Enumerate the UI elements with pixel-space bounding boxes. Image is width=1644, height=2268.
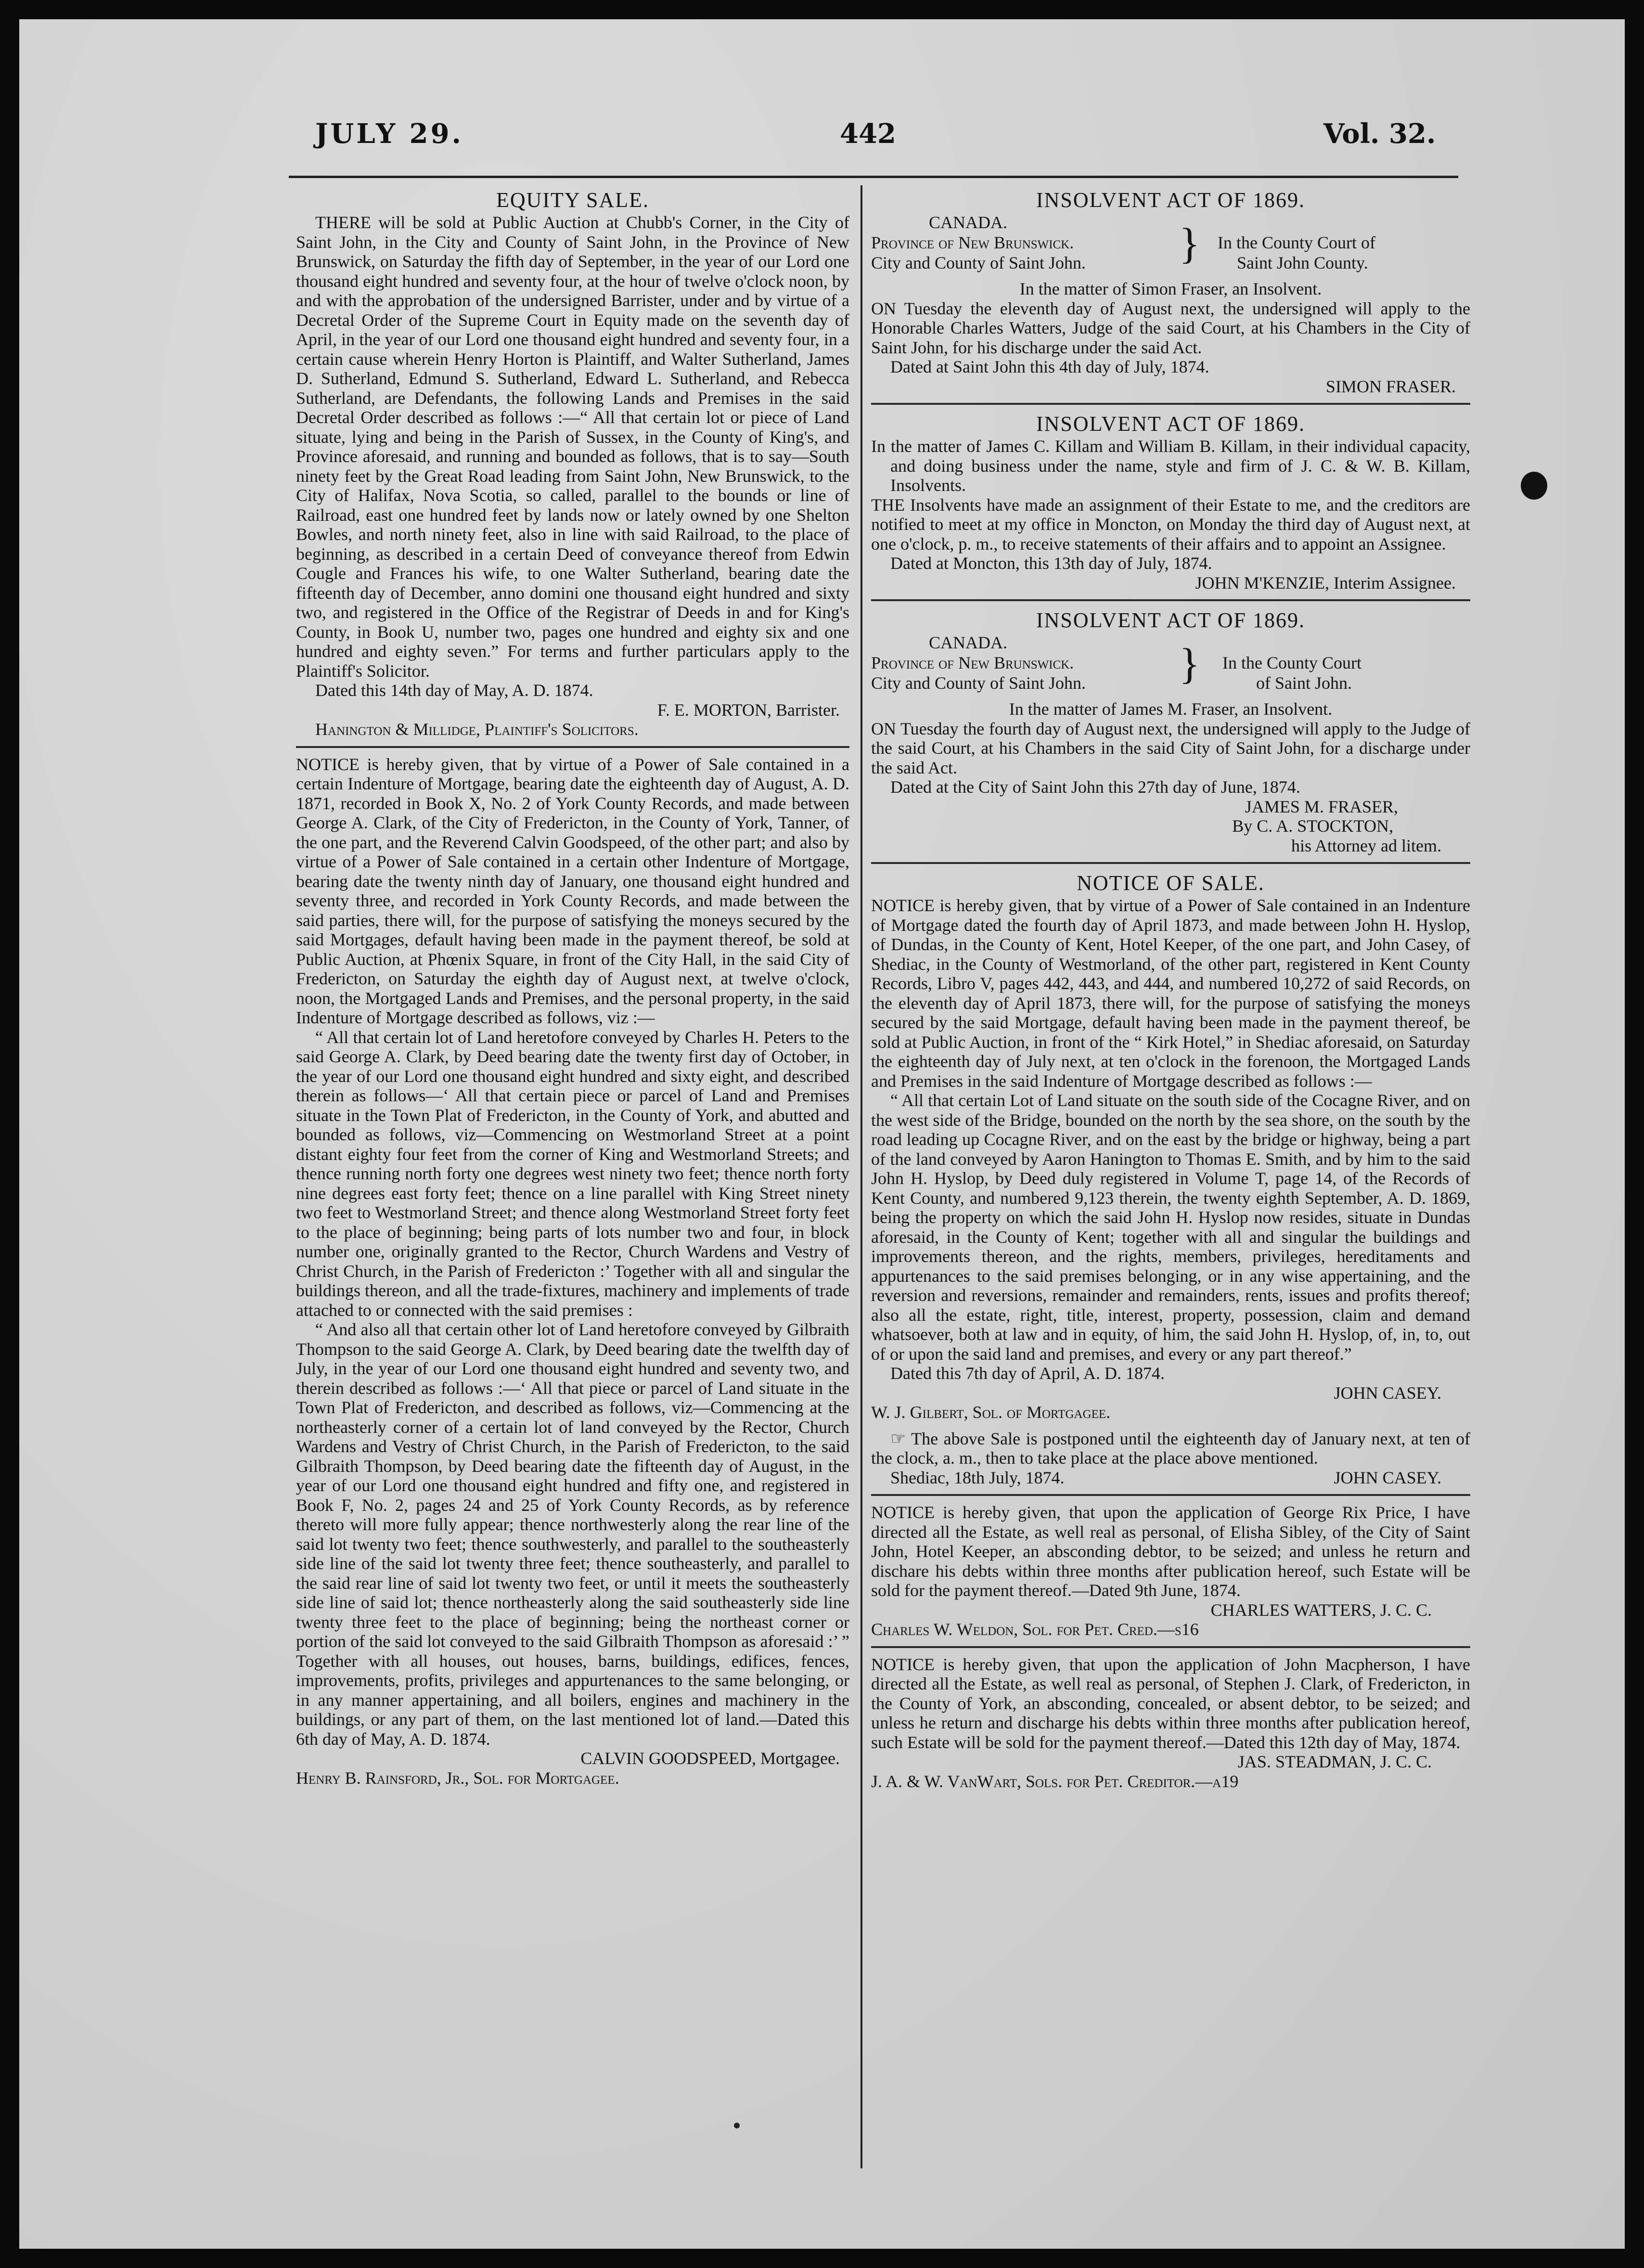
sibley-solicitor: Charles W. Weldon, Sol. for Pet. Cred.—s16 xyxy=(871,1620,1199,1639)
james-fraser-body: ON Tuesday the fourth day of August next, the undersigned will apply to the Judge of the said Court, at his Chambers in the said City of Saint John, for a discharge under the said Act. xyxy=(871,719,1470,777)
clark-solicitor: J. A. & W. VanWart, Sols. for Pet. Creditor.—a19 xyxy=(871,1771,1239,1791)
goodspeed-signer: CALVIN GOODSPEED, Mortgagee. xyxy=(580,1749,840,1768)
equity-sale-title: EQUITY SALE. xyxy=(496,188,650,212)
killam-dated: Dated at Moncton, this 13th day of July, 1874. xyxy=(890,554,1212,573)
killam-insolvent-notice xyxy=(871,412,1470,593)
equity-sale-dated: Dated this 14th day of May, A. D. 1874. xyxy=(315,681,593,700)
simon-fraser-matter: In the matter of Simon Fraser, an Insolvent. xyxy=(1019,279,1322,298)
simon-fraser-insolvent-notice xyxy=(871,188,1470,396)
james-fraser-court-1: In the County Court xyxy=(1222,653,1361,672)
ink-dot xyxy=(734,2123,740,2128)
casey-postponed-signer: JOHN CASEY. xyxy=(1334,1468,1441,1487)
brace-glyph: } xyxy=(1179,640,1200,688)
simon-fraser-body: ON Tuesday the eleventh day of August next, the undersigned will apply to the Honorable Charles Watters, Judge of the said Court, at his Chambers in the City of Saint John, for his discharge under the said Act. xyxy=(871,298,1470,357)
header-rule xyxy=(289,176,1458,178)
killam-title: INSOLVENT ACT OF 1869. xyxy=(1036,412,1306,436)
simon-fraser-county: City and County of Saint John. xyxy=(871,253,1086,272)
goodspeed-solicitor: Henry B. Rainsford, Jr., Sol. for Mortgagee. xyxy=(296,1768,619,1788)
casey-body-1: NOTICE is hereby given, that by virtue of a Power of Sale contained in an Indenture of Mortgage dated the fourth day of April 1873, and made between John H. Hyslop, of Dundas, in the County of Kent, Hotel Keeper, of the one part, and John Casey, of Shediac, in the County of Westmorland, of the other part, registered in Kent County Records, Libro V, pages 442, 443, and 444, and numbered 10,272 of said Records, on the eleventh day of April 1873, there will, for the purpose of satisfying the moneys secured by the said Mortgage, default having been made in the payment thereof, be sold at Public Auction, in front of the “ Kirk Hotel,” in Shediac aforesaid, on Saturday the eighteenth day of July next, at ten o'clock in the forenoon, the Mortgaged Lands and Premises in the said Indenture of Mortgage described as follows :— xyxy=(871,896,1470,1091)
casey-body-2: “ All that certain Lot of Land situate on the south side of the Cocagne River, and on the west side of the Bridge, bounded on the north by the sea shore, on the south by the road leading up Cocagne River, and on the east by the bridge or highway, being a part of the land conveyed by Aaron Hanington to Thomas E. Smith, and by him to the said John H. Hyslop, by Deed duly registered in Volume T, page 14, of the Records of Kent County, and numbered 9,123 therein, the twenty eighth September, A. D. 1869, being the property on which the said John H. Hyslop now resides, situate in Dundas aforesaid, in the County of Kent; together with all and singular the buildings and improvements thereon, and the rights, members, privileges, hereditaments and appurtenances to the said premises belonging, or in any wise appertaining, and the reversion and reversions, remainder and remainders, rents, issues and profits thereof; also all the estate, right, title, interest, property, possession, claim and demand whatsoever, both at law and in equity, of him, the said John H. Hyslop, of, in, to, out of or upon the said land and premises, and every or any part thereof.” xyxy=(871,1091,1470,1364)
simon-fraser-court-block xyxy=(871,213,1470,279)
simon-fraser-province: Province of New Brunswick. xyxy=(871,233,1074,252)
notice-separator xyxy=(871,862,1470,864)
james-fraser-canada: CANADA. xyxy=(929,633,1008,652)
sibley-absconding-notice xyxy=(871,1503,1470,1639)
sibley-signer: CHARLES WATTERS, J. C. C. xyxy=(1210,1600,1432,1620)
equity-sale-signer: F. E. MORTON, Barrister. xyxy=(657,700,840,720)
james-fraser-province: Province of New Brunswick. xyxy=(871,653,1074,672)
simon-fraser-signer: SIMON FRASER. xyxy=(1325,376,1456,396)
james-fraser-court-block xyxy=(871,633,1470,699)
killam-signer: JOHN M'KENZIE, Interim Assignee. xyxy=(1195,573,1456,593)
equity-sale-notice xyxy=(296,188,849,739)
notice-separator xyxy=(871,1494,1470,1496)
casey-signer: JOHN CASEY. xyxy=(1334,1383,1441,1403)
killam-matter: In the matter of James C. Killam and William B. Killam, in their individual capacity, and doing business under the name, style and firm of J. C. & W. B. Killam, Insolvents. xyxy=(871,437,1470,495)
notice-separator xyxy=(871,599,1470,601)
casey-postponed-dated xyxy=(871,1468,1470,1488)
james-fraser-matter: In the matter of James M. Fraser, an Insolvent. xyxy=(1009,699,1333,719)
header-page-number: 442 xyxy=(840,118,896,150)
brace-glyph: } xyxy=(1179,220,1200,268)
james-fraser-insolvent-notice xyxy=(871,608,1470,855)
james-fraser-signer-1: JAMES M. FRASER, xyxy=(1245,797,1398,816)
killam-body: THE Insolvents have made an assignment of their Estate to me, and the creditors are notified to meet at my office in Moncton, on Monday the third day of August next, at one o'clock, p. m., to receive statements of their affairs and to appoint an Assignee. xyxy=(871,495,1470,554)
james-fraser-title: INSOLVENT ACT OF 1869. xyxy=(1036,608,1306,632)
header-date: JULY 29. xyxy=(315,118,464,150)
simon-fraser-title: INSOLVENT ACT OF 1869. xyxy=(1036,188,1306,212)
simon-fraser-court-2: Saint John County. xyxy=(1237,253,1368,272)
clark-absconding-notice xyxy=(871,1655,1470,1791)
casey-notice-of-sale xyxy=(871,871,1470,1487)
equity-sale-body: THERE will be sold at Public Auction at Chubb's Corner, in the City of Saint John, in the City and County of Saint John, in the Province of New Brunswick, on Saturday the fifth day of September, in the year of our Lord one thousand eight hundred and seventy four, at the hour of twelve o'clock noon, by and with the approbation of the undersigned Barrister, under and by virtue of a Decretal Order of the Supreme Court in Equity made on the seventh day of April, in the year of our Lord one thousand eight hundred and seventy four, in a certain cause wherein Henry Horton is Plaintiff, and Walter Sutherland, James D. Sutherland, Edmund S. Sutherland, Edward L. Sutherland, and Rebecca Sutherland, are Defendants, the following Lands and Premises in the said Decretal Order described as follows :—“ All that certain lot or piece of Land situate, lying and being in the Parish of Sussex, in the County of King's, and Province aforesaid, and running and bounded as follows, that is to say—South ninety feet by the Great Road leading from Saint John, New Brunswick, to the City of Halifax, Nova Scotia, so called, parallel to the bounds or line of Railroad, east one hundred feet by lands now or lately owned by one Shelton Bowles, and north ninety feet, also in line with said Railroad, to the place of beginning, as described in a certain Deed of conveyance thereof from Edwin Cougle and Frances his wife, to one Walter Sutherland, bearing date the fifteenth day of December, anno domini one thousand eight hundred and sixty two, and registered in the Office of the Registrar of Deeds in and for King's County, in Book U, number two, pages one hundred and eighty six and one hundred and eighty seven.” For terms and further particulars apply to the Plaintiff's Solicitor. xyxy=(296,213,849,681)
equity-sale-solicitors: Hanington & Millidge, Plaintiff's Solicitors. xyxy=(315,720,639,739)
clark-body: NOTICE is hereby given, that upon the application of John Macpherson, I have directed all the Estate, as well real as personal, of Stephen J. Clark, of Fredericton, in the County of York, an absconding, concealed, or absent debtor, to be seized; and unless he return and discharge his debts within three months after publication hereof, such Estate will be sold for the payment thereof.—Dated this 12th day of May, 1874. xyxy=(871,1654,1470,1752)
notice-separator xyxy=(871,403,1470,405)
clark-signer: JAS. STEADMAN, J. C. C. xyxy=(1237,1752,1432,1771)
simon-fraser-court-1: In the County Court of xyxy=(1218,233,1375,252)
goodspeed-notice-body-2: “ All that certain lot of Land heretofore conveyed by Charles H. Peters to the said George A. Clark, by Deed bearing date the twenty first day of October, in the year of our Lord one thousand eight hundred and sixty eight, and described therein as follows—‘ All that certain piece or parcel of Land and Premises situate in the Town Plat of Fredericton, in the County of York, and abutted and bounded as follows, viz—Commencing on Westmorland Street at a point distant eighty four feet from the corner of King and Westmorland Streets; and thence running north forty one degrees west ninety two feet; thence north forty nine degrees east forty feet; thence on a line parallel with King Street ninety two feet to Westmorland Street; and thence along Westmorland Street forty feet to the place of beginning; being parts of lots number two and four, in block number one, originally granted to the Rector, Church Wardens and Vestry of Christ Church, in the Parish of Fredericton :’ Together with all and singular the buildings thereon, and all the trade-fixtures, machinery and implements of trade attached to or connected with the said premises : xyxy=(296,1027,849,1320)
pointing-hand-icon: ☞ xyxy=(890,1429,906,1448)
james-fraser-county: City and County of Saint John. xyxy=(871,673,1086,693)
casey-postponed-text: The above Sale is postponed until the eighteenth day of January next, at ten of the clock, a. m., then to take place at the place above mentioned. xyxy=(871,1429,1471,1468)
james-fraser-dated: Dated at the City of Saint John this 27th day of June, 1874. xyxy=(890,777,1300,797)
newspaper-page xyxy=(19,19,1625,2249)
simon-fraser-dated: Dated at Saint John this 4th day of July, 1874. xyxy=(890,357,1209,376)
notice-separator xyxy=(296,746,849,748)
james-fraser-signer-2: By C. A. STOCKTON, xyxy=(1232,816,1393,836)
casey-postponed-dated-text: Shediac, 18th July, 1874. xyxy=(890,1468,1065,1487)
casey-solicitor: W. J. Gilbert, Sol. of Mortgagee. xyxy=(871,1403,1111,1422)
james-fraser-court-2: of Saint John. xyxy=(1256,673,1352,693)
notice-separator xyxy=(871,1646,1470,1648)
goodspeed-notice-body-3: “ And also all that certain other lot of Land heretofore conveyed by Gilbraith Thompson to the said George A. Clark, by Deed bearing date the twelfth day of July, in the year of our Lord one thousand eight hundred and seventy two, and therein described as follows :—‘ All that piece or parcel of Land situate in the Town Plat of Fredericton, and described as follows, viz—Commencing at the northeasterly corner of a certain lot of land conveyed by the Rector, Church Wardens and Vestry of Christ Church, in the Parish of Fredericton, to the said Gilbraith Thompson, by Deed bearing date the fifteenth day of August, in the year of our Lord one thousand eight hundred and fifty one, and registered in Book F, No. 2, pages 24 and 25 of York County Records, as by reference thereto will more fully appear; thence northwesterly along the rear line of the said lot twenty two feet; thence southwesterly, and parallel to the southeasterly side line of the said lot twenty three feet; thence southeasterly, and parallel to the said rear line of said lot twenty two feet, or until it meets the southeasterly side line of said lot; thence northeasterly along the said southeasterly side line twenty three feet to the place of beginning; being the northeast corner or portion of the said lot conveyed to the said Gilbraith Thompson as aforesaid :’ ” Together with all houses, out houses, barns, buildings, edifices, fences, improvements, profits, privileges and appurtenances to the same belonging, or in any manner appertaining, and all boilers, engines and machinery in the buildings, or any part of them, on the last mentioned lot of land.—Dated this 6th day of May, A. D. 1874. xyxy=(296,1320,849,1749)
ink-blot xyxy=(1521,472,1547,500)
goodspeed-notice-body-1: NOTICE is hereby given, that by virtue of a Power of Sale contained in a certain Indenture of Mortgage, bearing date the eighteenth day of August, A. D. 1871, recorded in Book X, No. 2 of York County Records, and made between George A. Clark, of the City of Fredericton, in the County of York, Tanner, of the one part, and the Reverend Calvin Goodspeed, of the other part; and also by virtue of a Power of Sale contained in a certain other Indenture of Mortgage, bearing date the twenty ninth day of January, one thousand eight hundred and seventy three, and recorded in York County Records, and made between the said parties, there will, for the purpose of satisfying the moneys secured by the said Mortgages, default having been made in the payment thereof, be sold at Public Auction, at Phœnix Square, in front of the City Hall, in the said City of Fredericton, on Saturday the eighth day of August next, at twelve o'clock, noon, the Mortgaged Lands and Premises, and the personal property, in the said Indenture of Mortgage described as follows, viz :— xyxy=(296,754,849,1027)
right-column xyxy=(871,188,1470,1791)
casey-title: NOTICE OF SALE. xyxy=(1077,871,1265,895)
left-column xyxy=(296,188,849,1788)
casey-dated: Dated this 7th day of April, A. D. 1874. xyxy=(890,1364,1165,1383)
sibley-body: NOTICE is hereby given, that upon the application of George Rix Price, I have directed all the Estate, as well real as personal, of Elisha Sibley, of the City of Saint John, Hotel Keeper, an absconding debtor, to be seized; and unless he return and dischare his debts within three months after publication hereof, such Estate will be sold for the payment thereof.—Dated 9th June, 1874. xyxy=(871,1503,1470,1600)
casey-postponed xyxy=(871,1429,1470,1468)
goodspeed-mortgage-notice xyxy=(296,755,849,1788)
column-rule xyxy=(861,185,862,2168)
james-fraser-signer-3: his Attorney ad litem. xyxy=(1291,836,1441,855)
simon-fraser-canada: CANADA. xyxy=(929,213,1008,232)
header-volume: Vol. 32. xyxy=(1323,118,1436,150)
